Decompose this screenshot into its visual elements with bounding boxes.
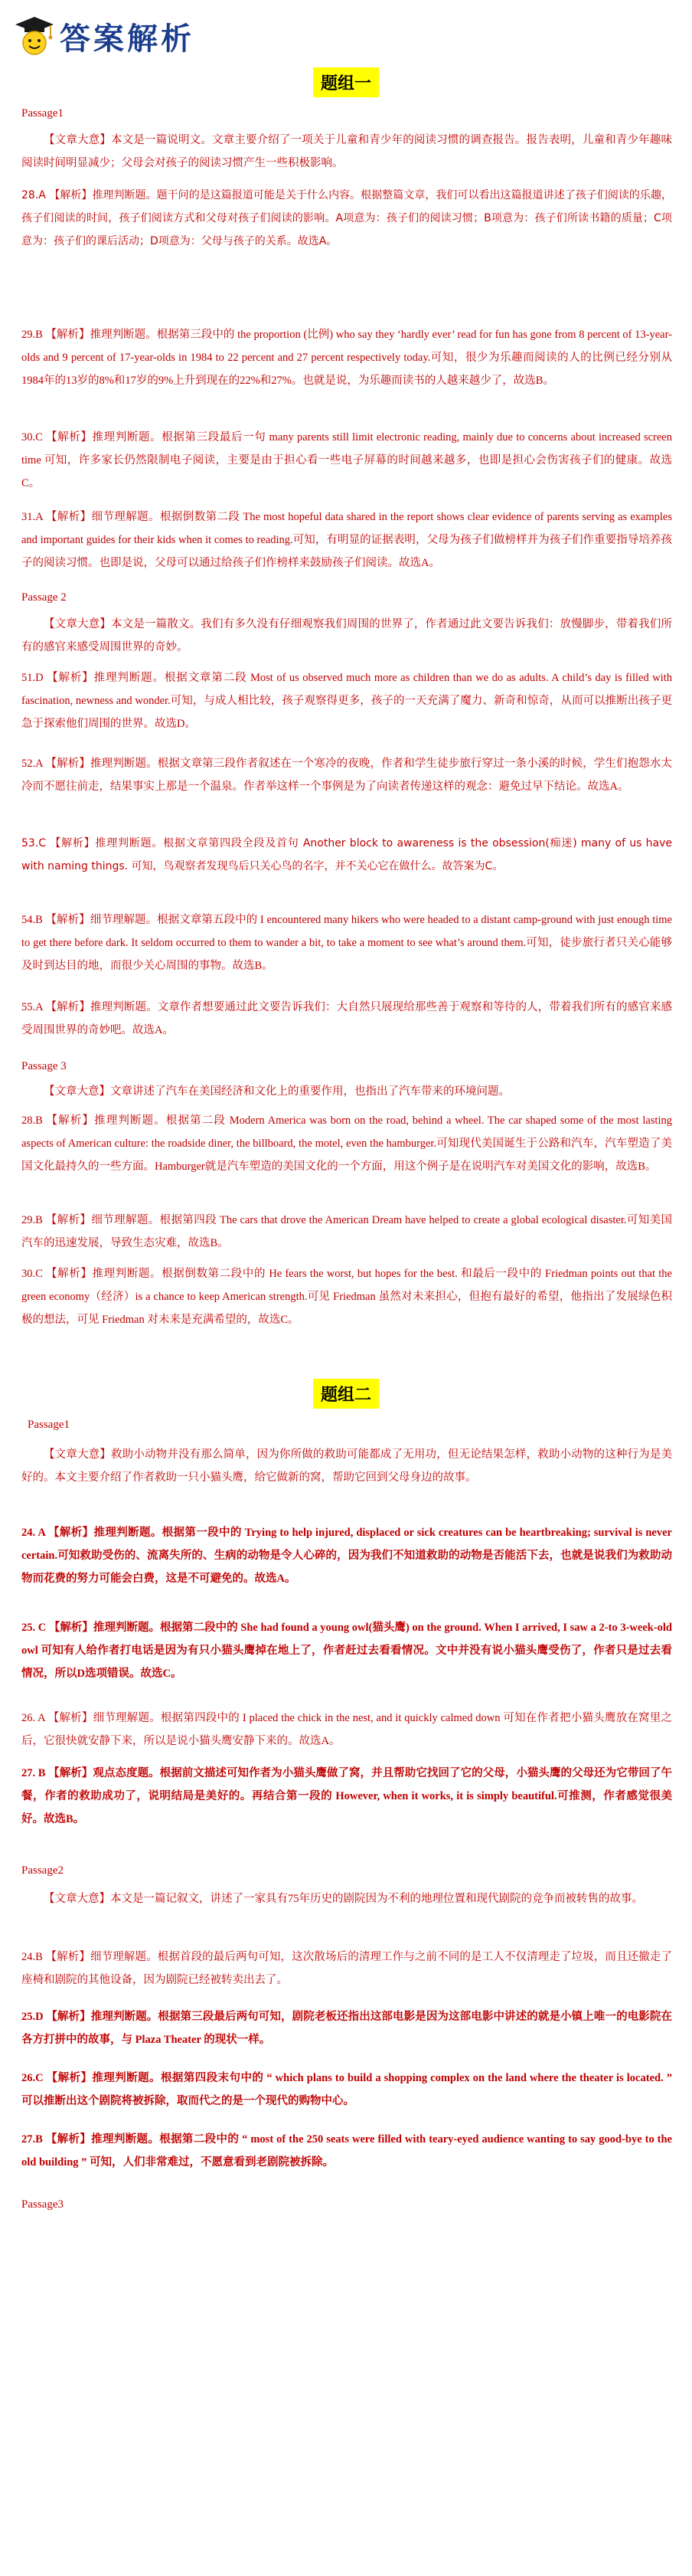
g1-p3-answer-29: 29.B 【解析】细节理解题。根据第四段 The cars that drove the American Dream have helped to create a global ecological disaster.可知美国汽车的迅速发展，导致生态灾难，故选B。: [21, 1214, 672, 1249]
g1-p3-summary: 【文章大意】文章讲述了汽车在美国经济和文化上的重要作用，也指出了汽车带来的环境问题。: [44, 1085, 510, 1098]
g2-p2-answer-26: 26.C 【解析】推理判断题。根据第四段末句中的 “ which plans to build a shopping complex on the land where the theater is located. ” 可以推断出这个剧院将被拆除，取而代之的是一个现代的购物中心。: [21, 2072, 672, 2107]
g1-passage2-label: Passage 2: [21, 591, 67, 604]
g1-p2-answer-52: 52.A 【解析】推理判断题。根据文章第三段作者叙述在一个寒冷的夜晚，作者和学生徒步旅行穿过一条小溪的时候，学生们抱怨水太冷而不愿往前走，结果事实上那是一个温泉。作者举这样一个事例是为了向读者传递这样的观念：避免过早下结论。故选A。: [21, 758, 672, 793]
g2-p1-answer-26: 26. A 【解析】细节理解题。根据第四段中的 I placed the chick in the nest, and it quickly calmed down 可知在作者把小猫头鹰放在窝里之后，它很快就安静下来，所以是说小猫头鹰安静下来的。故选A。: [21, 1712, 672, 1747]
g2-p1-summary: 【文章大意】救助小动物并没有那么简单，因为你所做的救助可能都成了无用功，但无论结果怎样，救助小动物的这种行为是美好的。本文主要介绍了作者救助一只小猫头鹰，给它做新的窝，帮助它回到父母身边的故事。: [21, 1448, 672, 1484]
group-one-title: [0, 67, 692, 97]
g1-p1-answer-29: 29.B 【解析】推理判断题。根据第三段中的 the proportion (比例) who say they ‘hardly ever’ read for fun has gone from 8 percent of 13-year-olds and 9 percent of 17-year-olds in 1984 to 22 percent and 27 percent respectively today.可知，很少为乐趣而阅读的人的比例已经分别从1984年的13岁的8%和17岁的9%上升到现在的22%和27%。也就是说，为乐趣而读书的人越来越少了，故选B。: [21, 329, 672, 387]
g1-p2-answer-51: 51.D 【解析】推理判断题。根据文章第二段 Most of us observed much more as children than we do as adults. A child’s day is filled with fascination, newness and wonder.可知，与成人相比较，孩子观察得更多，孩子的一天充满了魔力、新奇和惊奇，从而可以推断出孩子更急于探索他们周围的世界。故选D。: [21, 672, 672, 730]
g2-passage3-label: Passage3: [21, 2198, 64, 2211]
page-header: [14, 9, 194, 63]
g1-passage3-label: Passage 3: [21, 1060, 67, 1072]
g2-p1-answer-27: 27. B 【解析】观点态度题。根据前文描述可知作者为小猫头鹰做了窝，并且帮助它找回了它的父母，小猫头鹰的父母还为它带回了午餐，作者的救助成功了，说明结局是美好的。再结合第一段的 However, when it works, it is simply beautiful.可推测，作者感觉很美好。故选B。: [21, 1767, 672, 1825]
g2-p2-summary: 【文章大意】本文是一篇记叙文，讲述了一家具有75年历史的剧院因为不利的地理位置和现代剧院的竞争而被转售的故事。: [44, 1893, 643, 1905]
g1-p1-answer-28: 28.A 【解析】推理判断题。题干问的是这篇报道可能是关于什么内容。根据整篇文章，我们可以看出这篇报道讲述了孩子们阅读的乐趣，孩子们阅读的时间，孩子们阅读方式和父母对孩子们阅读的影响。A项意为：孩子们的阅读习惯；B项意为：孩子们所读书籍的质量；C项意为：孩子们的课后活动；D项意为：父母与孩子的关系。故选A。: [21, 189, 672, 247]
g2-passage1-label: Passage1: [28, 1419, 70, 1431]
graduation-cap-smiley-icon: [14, 14, 55, 58]
g1-p2-answer-55: 55.A 【解析】推理判断题。文章作者想要通过此文要告诉我们：大自然只展现给那些善于观察和等待的人，带着我们所有的感官来感受周围世界的奇妙吧。故选A。: [21, 1001, 672, 1036]
g1-p1-summary: 【文章大意】本文是一篇说明文。文章主要介绍了一项关于儿童和青少年的阅读习惯的调查报告。报告表明，儿童和青少年趣味阅读时间明显减少；父母会对孩子的阅读习惯产生一些积极影响。: [21, 134, 672, 169]
page-title: 答案解析: [60, 21, 194, 57]
g1-p3-answer-28: 28.B 【解析】推理判断题。根据第二段 Modern America was born on the road, behind a wheel. The car shaped some of the most lasting aspects of American culture: the roadside diner, the billboard, the motel, even the hamburger.可知现代美国诞生于公路和汽车，汽车塑造了美国文化最持久的一些方面。Hamburger就是汽车塑造的美国文化的一个方面，用这个例子是在说明汽车对美国文化的影响，故选B。: [21, 1115, 672, 1173]
g1-p1-answer-30: 30.C 【解析】推理判断题。根据第三段最后一句 many parents still limit electronic reading, mainly due to concerns about increased screen time 可知，许多家长仍然限制电子阅读，主要是由于担心看一些电子屏幕的时间越来越多，也即是担心会伤害孩子们的健康。故选C。: [21, 431, 672, 489]
g1-p2-summary: 【文章大意】本文是一篇散文。我们有多久没有仔细观察我们周围的世界了，作者通过此文要告诉我们：放慢脚步，带着我们所有的感官来感受周围世界的奇妙。: [21, 618, 672, 653]
g2-p2-answer-25: 25.D 【解析】推理判断题。根据第三段最后两句可知，剧院老板还指出这部电影是因为这部电影中讲述的就是小镇上唯一的电影院在各方打拼中的故事，与 Plaza Theater 的现状一样。: [21, 2011, 672, 2046]
group-one-title-text: 题组一: [313, 67, 379, 97]
g1-p2-answer-54: 54.B 【解析】细节理解题。根据文章第五段中的 I encountered many hikers who were headed to a distant camp-ground with just enough time to get there before dark. It seldom occurred to them to wander a bit, to take a moment to see what’s around them.可知，徒步旅行者只关心能够及时到达目的地，而很少关心周围的事物。故选B。: [21, 914, 672, 972]
g1-p2-answer-53: 53.C 【解析】推理判断题。根据文章第四段全段及首句 Another block to awareness is the obsession(痴迷) many of us have with naming things. 可知，鸟观察者发现鸟后只关心鸟的名字，并不关心它在做什么。故答案为C。: [21, 837, 672, 872]
g1-p3-answer-30: 30.C 【解析】推理判断题。根据倒数第二段中的 He fears the worst, but hopes for the best. 和最后一段中的 Friedman points out that the green economy（经济）is a chance to keep American strength.可见 Friedman 虽然对未来担心，但抱有最好的希望，他指出了发展绿色积极的想法，可见 Friedman 对未来是充满希望的，故选C。: [21, 1268, 672, 1326]
g1-passage1-label: Passage1: [21, 107, 64, 119]
group-two-title-text: 题组二: [313, 1379, 379, 1409]
g2-p1-answer-24: 24. A 【解析】推理判断题。根据第一段中的 Trying to help injured, displaced or sick creatures can be heartbreaking; survival is never certain.可知救助受伤的、流离失所的、生病的动物是令人心碎的，因为我们不知道救助的动物是否能活下去，也就是说我们为救助动物而花费的努力可能会白费，这是不可避免的。故选A。: [21, 1527, 672, 1585]
g1-p1-answer-31: 31.A 【解析】细节理解题。根据倒数第二段 The most hopeful data shared in the report shows clear evidence of parents serving as examples and important guides for their kids when it comes to reading.可知，有明显的证据表明，父母为孩子们做榜样并为孩子们作重要指导培养孩子的阅读习惯。也即是说，父母可以通过给孩子们作榜样来鼓励孩子们阅读。故选A。: [21, 511, 672, 569]
group-two-title: [0, 1379, 692, 1409]
g2-p2-answer-27: 27.B 【解析】推理判断题。根据第二段中的 “ most of the 250 seats were filled with teary-eyed audience wanting to say good-bye to the old building ” 可知，人们非常难过，不愿意看到老剧院被拆除。: [21, 2133, 672, 2168]
g2-p2-answer-24: 24.B 【解析】细节理解题。根据首段的最后两句可知，这次散场后的清理工作与之前不同的是工人不仅清理走了垃圾，而且还撤走了座椅和剧院的其他设备，因为剧院已经被转卖出去了。: [21, 1951, 672, 1986]
g2-p1-answer-25: 25. C 【解析】推理判断题。根据第二段中的 She had found a young owl(猫头鹰) on the ground. When I arrived, I saw a 2-to 3-week-old owl 可知有人给作者打电话是因为有只小猫头鹰掉在地上了，作者赶过去看看情况。文中并没有说小猫头鹰受伤了，作者只是过去看情况，所以D选项错误。故选C。: [21, 1622, 672, 1680]
g2-passage2-label: Passage2: [21, 1864, 64, 1877]
